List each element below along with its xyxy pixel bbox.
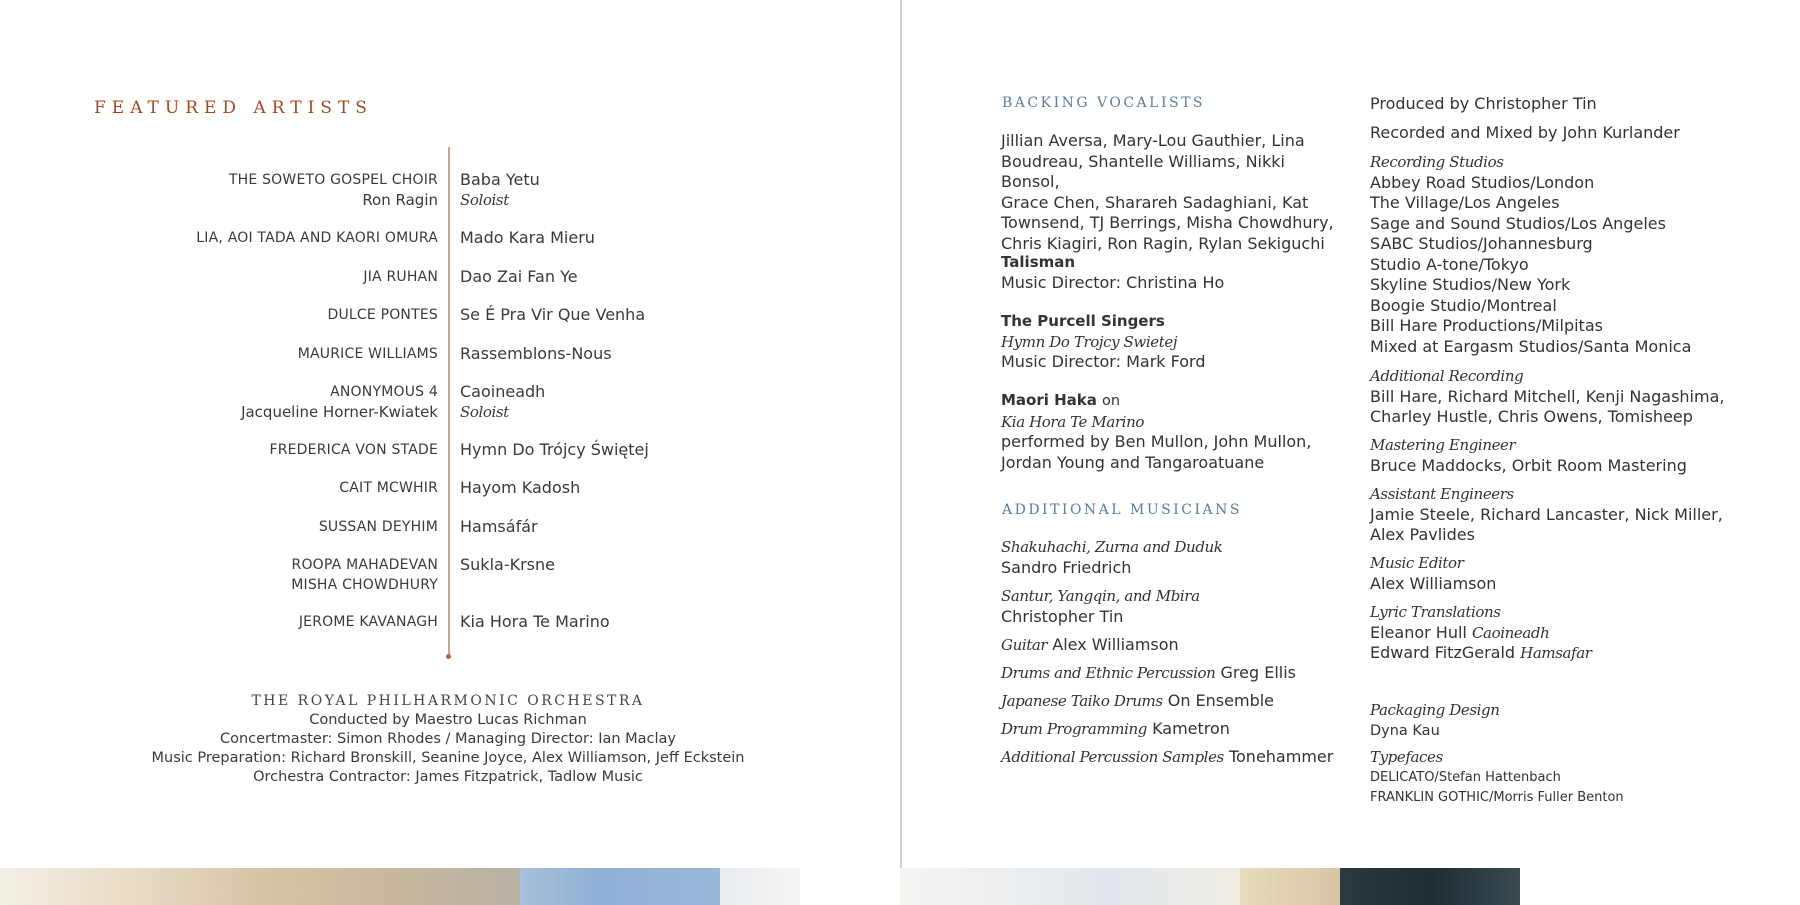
musician-credit (1001, 663, 1341, 684)
translator-name: Edward FitzGerald (1370, 643, 1516, 662)
section-label: Recording Studios (1370, 153, 1504, 171)
musician-credit (1001, 691, 1341, 712)
artist-entry (180, 555, 438, 595)
studio-item: Skyline Studios/New York (1370, 275, 1571, 294)
piece-title: Hymn Do Trojcy Swietej (1001, 332, 1178, 351)
artist-name: SUSSAN DEYHIM (318, 519, 438, 535)
additional-musicians-heading: ADDITIONAL MUSICIANS (1002, 502, 1242, 518)
section-label: Mastering Engineer (1370, 436, 1516, 454)
song-entry (460, 440, 800, 460)
watercolor-strip-tan (1240, 868, 1340, 905)
musician-credit (1001, 719, 1341, 740)
director-line: Music Director: Mark Ford (1001, 352, 1206, 371)
song-entry (460, 478, 800, 498)
talisman-credit (1001, 252, 1341, 293)
additional-recording (1370, 366, 1790, 428)
group-name: Maori Haka (1001, 391, 1097, 409)
translator-name: Eleanor Hull (1370, 622, 1467, 642)
piece-title: Kia Hora Te Marino (1001, 412, 1144, 431)
role-label: Shakuhachi, Zurna and Duduk (1001, 538, 1223, 556)
recorded-by: Recorded and Mixed by John Kurlander (1370, 122, 1680, 142)
director-line: Music Director: Christina Ho (1001, 272, 1225, 292)
song-title: Hymn Do Trójcy Świętej (460, 440, 649, 459)
studio-item: The Village/Los Angeles (1370, 193, 1560, 212)
watercolor-strip-left (0, 868, 520, 905)
song-title: Kia Hora Te Marino (460, 612, 610, 631)
artist-name: JEROME KAVANAGH (298, 614, 438, 630)
music-editor (1370, 553, 1790, 594)
credit-line: Bruce Maddocks, Orbit Room Mastering (1370, 455, 1687, 475)
section-label: Typefaces (1370, 748, 1443, 766)
credit-line: Jamie Steele, Richard Lancaster, Nick Miller, (1370, 504, 1723, 524)
production-credits (1370, 94, 1790, 143)
typefaces (1370, 747, 1790, 809)
song-entry (460, 382, 800, 422)
artist-name: JIA RUHAN (363, 269, 438, 285)
orchestra-line: Conducted by Maestro Lucas Richman (309, 712, 587, 728)
artist-entry (180, 612, 438, 632)
orchestra-title: THE ROYAL PHILHARMONIC ORCHESTRA (251, 693, 645, 709)
song-entry (460, 517, 800, 537)
orchestra-line: Orchestra Contractor: James Fitzpatrick, Tadlow Music (253, 769, 643, 785)
performer-line: Jordan Young and Tangaroatuane (1001, 452, 1265, 472)
names-line: Boudreau, Shantelle Williams, Nikki Bonsol, (1001, 151, 1285, 191)
credit-line: Alex Williamson (1370, 573, 1497, 593)
song-entry (460, 170, 800, 210)
role-label: Japanese Taiko Drums (1001, 692, 1163, 710)
song-title: Sukla-Krsne (460, 555, 555, 574)
typeface-line: FRANKLIN GOTHIC/Morris Fuller Benton (1370, 790, 1624, 805)
song-title: Baba Yetu (460, 170, 540, 189)
role-label: Drums and Ethnic Percussion (1001, 664, 1216, 682)
artist-name: CAIT MCWHIR (339, 480, 438, 496)
song-note: Soloist (460, 403, 509, 421)
artist-entry (180, 170, 438, 210)
backing-vocalists-names (1001, 131, 1341, 254)
packaging-design (1370, 700, 1790, 741)
names-line: Jillian Aversa, Mary-Lou Gauthier, Lina (1001, 131, 1305, 150)
work-title: Caoineadh (1471, 623, 1550, 642)
orchestra-line: Music Preparation: Richard Bronskill, Seanine Joyce, Alex Williamson, Jeff Eckstein (151, 750, 745, 766)
musician-name: On Ensemble (1167, 691, 1275, 710)
watercolor-strip-pale (720, 868, 800, 905)
work-title: Hamsafar (1520, 644, 1592, 662)
musician-credit (1001, 747, 1341, 768)
song-entry (460, 612, 800, 632)
divider-end-dot (446, 654, 451, 659)
page-spine (900, 0, 902, 905)
studio-item: SABC Studios/Johannesburg (1370, 234, 1593, 253)
produced-by: Produced by Christopher Tin (1370, 94, 1597, 113)
group-name: Talisman (1001, 253, 1076, 271)
song-title: Hayom Kadosh (460, 478, 581, 497)
artist-name-secondary: MISHA CHOWDHURY (291, 577, 438, 593)
studio-item: Studio A-tone/Tokyo (1370, 254, 1529, 274)
orchestra-credits (90, 692, 806, 787)
orchestra-line: Concertmaster: Simon Rhodes / Managing Director: Ian Maclay (219, 731, 677, 747)
performer-line: performed by Ben Mullon, John Mullon, (1001, 432, 1312, 451)
artist-name: ROOPA MAHADEVAN (291, 557, 438, 573)
artist-name: THE SOWETO GOSPEL CHOIR (228, 172, 438, 188)
studio-item: Abbey Road Studios/London (1370, 172, 1595, 192)
artist-entry (180, 440, 438, 460)
purcell-credit (1001, 311, 1341, 373)
typeface-line: DELICATO/Stefan Hattenbach (1370, 769, 1561, 785)
song-entry (460, 555, 800, 575)
group-name: The Purcell Singers (1001, 312, 1165, 330)
section-label: Music Editor (1370, 554, 1464, 572)
recording-studios (1370, 152, 1790, 357)
song-title: Hamsáfár (460, 517, 538, 536)
song-title: Mado Kara Mieru (460, 228, 595, 247)
role-label: Guitar (1001, 636, 1048, 654)
musician-credit (1001, 635, 1341, 656)
featured-artists-heading: FEATURED ARTISTS (94, 98, 373, 118)
artist-name: DULCE PONTES (327, 307, 438, 323)
credit-line: Dyna Kau (1370, 722, 1440, 739)
section-label: Assistant Engineers (1370, 485, 1514, 503)
studio-item: Bill Hare Productions/Milpitas (1370, 316, 1603, 335)
song-title: Rassemblons-Nous (460, 344, 612, 363)
backing-vocalists-heading: BACKING VOCALISTS (1002, 95, 1205, 111)
musician-credit (1001, 586, 1341, 627)
credit-line: Alex Pavlides (1370, 525, 1475, 544)
role-label: Additional Percussion Samples (1001, 748, 1224, 766)
artist-divider-line (448, 147, 450, 656)
artist-name: ANONYMOUS 4 (330, 384, 438, 400)
watercolor-strip-right-pale (900, 868, 1240, 905)
artist-entry (180, 517, 438, 537)
role-label: Santur, Yangqin, and Mbira (1001, 587, 1200, 605)
artist-name: LIA, AOI TADA AND KAORI OMURA (196, 230, 438, 246)
musician-name: Greg Ellis (1220, 663, 1296, 682)
musician-name: Sandro Friedrich (1001, 557, 1132, 577)
musician-name: Alex Williamson (1052, 635, 1179, 654)
names-line: Chris Kiagiri, Ron Ragin, Rylan Sekiguchi (1001, 233, 1325, 253)
assistant-engineers (1370, 484, 1790, 546)
artist-name: FREDERICA VON STADE (269, 442, 438, 458)
song-note: Soloist (460, 191, 509, 209)
artist-name: MAURICE WILLIAMS (297, 346, 438, 362)
watercolor-strip-blue (520, 868, 720, 905)
song-title: Caoineadh (460, 382, 546, 401)
artist-entry (180, 344, 438, 364)
mastering-engineer (1370, 435, 1790, 476)
artist-name-secondary: Ron Ragin (362, 191, 438, 209)
section-label: Packaging Design (1370, 701, 1500, 719)
song-title: Dao Zai Fan Ye (460, 267, 578, 286)
credit-line: Bill Hare, Richard Mitchell, Kenji Nagashima, (1370, 386, 1725, 406)
studio-item: Sage and Sound Studios/Los Angeles (1370, 213, 1666, 233)
section-label: Additional Recording (1370, 367, 1524, 385)
maori-haka-credit (1001, 390, 1341, 473)
names-line: Townsend, TJ Berrings, Misha Chowdhury, (1001, 213, 1334, 232)
studio-item: Mixed at Eargasm Studios/Santa Monica (1370, 336, 1692, 356)
studio-item: Boogie Studio/Montreal (1370, 295, 1557, 315)
musician-credit (1001, 537, 1341, 578)
musician-name: Christopher Tin (1001, 606, 1124, 626)
song-entry (460, 344, 800, 364)
song-title: Se É Pra Vir Que Venha (460, 305, 646, 324)
artist-entry (180, 382, 438, 422)
on-word: on (1101, 393, 1121, 409)
lyric-translations (1370, 602, 1790, 664)
artist-name-secondary: Jacqueline Horner-Kwiatek (241, 403, 438, 421)
credit-line: Charley Hustle, Chris Owens, Tomisheep (1370, 407, 1693, 426)
role-label: Drum Programming (1001, 720, 1147, 738)
section-label: Lyric Translations (1370, 603, 1501, 621)
artist-entry (180, 478, 438, 498)
artist-entry (180, 267, 438, 287)
song-entry (460, 305, 800, 325)
musician-name: Tonehammer (1228, 747, 1334, 766)
song-entry (460, 267, 800, 287)
musician-name: Kametron (1152, 719, 1230, 738)
names-line: Grace Chen, Sharareh Sadaghiani, Kat (1001, 192, 1309, 212)
song-entry (460, 228, 800, 248)
artist-entry (180, 305, 438, 325)
watercolor-strip-dark (1340, 868, 1520, 905)
artist-entry (180, 228, 438, 248)
